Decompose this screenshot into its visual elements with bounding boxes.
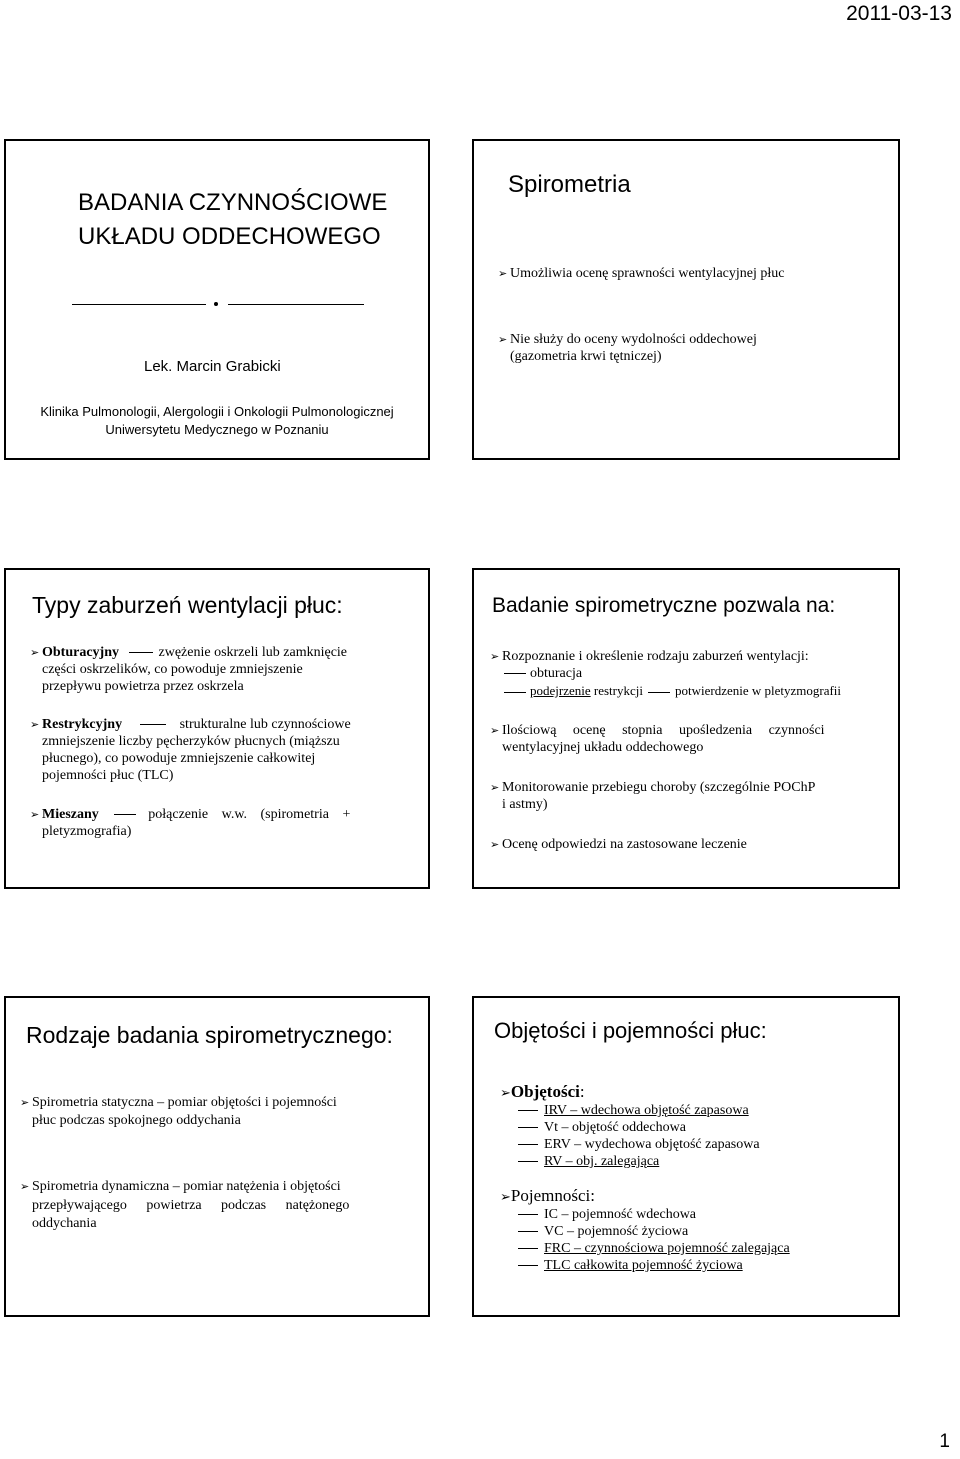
divider-dot — [214, 302, 218, 306]
dash-icon — [518, 1248, 538, 1249]
group-pojemnosci: ➢Pojemności: — [500, 1186, 595, 1205]
list-item-text: Vt – objętość oddechowa — [544, 1120, 686, 1135]
sub-restrykcja: podejrzenie restrykcji potwierdzenie w pletyzmografii — [502, 682, 841, 699]
slide-typy-zaburzen — [4, 568, 430, 889]
bullet-ilosciowa: ➢ Ilościową ocenę stopnia upośledzenia czynności — [490, 723, 825, 738]
bullet-rozpoznanie: ➢ Rozpoznanie i określenie rodzaju zaburzeń wentylacji: — [490, 649, 809, 664]
arrow-bullet-icon: ➢ — [490, 725, 500, 737]
title-line-1: BADANIA CZYNNOŚCIOWE — [78, 189, 388, 216]
statyczna-line-2: płuc podczas spokojnego oddychania — [32, 1113, 241, 1128]
title-line-2: UKŁADU ODDECHOWEGO — [78, 223, 381, 250]
arrow-bullet-icon: ➢ — [490, 782, 500, 794]
divider-left — [72, 304, 206, 305]
list-item-text: FRC – czynnościowa pojemność zalegająca — [544, 1241, 790, 1256]
term: Mieszany — [42, 807, 99, 822]
list-item-text: IRV – wdechowa objętość zapasowa — [544, 1103, 749, 1118]
pojemnosci-list — [518, 1206, 790, 1274]
affiliation — [6, 403, 428, 439]
arrow-bullet-icon: ➢ — [498, 268, 508, 280]
slide-badanie-pozwala — [472, 568, 900, 889]
slide-heading: Rodzaje badania spirometrycznego: — [26, 1022, 393, 1048]
sub-obturacja: obturacja — [502, 665, 582, 682]
bullet-2-line-1: Nie służy do oceny wydolności oddechowej — [510, 332, 757, 347]
bullet-restrykcyjny: ➢ Restrykcyjny strukturalne lub czynnościowe — [30, 717, 351, 732]
list-item — [518, 1240, 790, 1257]
arrow-bullet-icon: ➢ — [30, 647, 40, 659]
arrow-bullet-icon: ➢ — [498, 334, 508, 346]
arrow-bullet-icon: ➢ — [500, 1085, 511, 1100]
arrow-bullet-icon: ➢ — [490, 651, 500, 663]
arrow-bullet-icon: ➢ — [500, 1189, 511, 1204]
list-item — [518, 1223, 790, 1240]
dash-icon — [518, 1127, 538, 1128]
list-item — [518, 1102, 760, 1119]
dash-icon — [518, 1214, 538, 1215]
affiliation-line-2: Uniwersytetu Medycznego w Poznaniu — [105, 422, 329, 437]
restrykcyjny-line-3: płucnego), co powoduje zmniejszenie całkowitej — [42, 751, 316, 766]
monitorowanie-line-2: i astmy) — [502, 797, 548, 812]
dash-icon — [518, 1144, 538, 1145]
slide-heading: Spirometria — [508, 171, 631, 198]
dash-icon — [504, 692, 526, 693]
dynamiczna-line-3: oddychania — [32, 1216, 97, 1231]
arrow-bullet-icon: ➢ — [20, 1097, 30, 1109]
arrow-bullet-icon: ➢ — [30, 719, 40, 731]
dynamiczna-line-2: przepływającego powietrza podczas natężonego — [32, 1198, 350, 1213]
list-item-text: TLC całkowita pojemność życiowa — [544, 1258, 743, 1273]
obturacyjny-line-2: części oskrzelików, co powoduje zmniejszenie — [42, 662, 303, 677]
bullet-1: ➢ Umożliwia ocenę sprawności wentylacyjnej płuc — [498, 266, 785, 281]
bullet-mieszany: ➢ Mieszany połączenie w.w. (spirometria + — [30, 807, 351, 822]
page-number: 1 — [939, 1431, 950, 1452]
list-item-text: ERV – wydechowa objętość zapasowa — [544, 1137, 760, 1152]
list-item — [518, 1153, 760, 1170]
list-item — [518, 1257, 790, 1274]
dash-icon — [518, 1110, 538, 1111]
bullet-2 — [498, 331, 846, 349]
group-objetosci: ➢Objętości: — [500, 1082, 585, 1101]
arrow-bullet-icon: ➢ — [20, 1181, 30, 1193]
ilosciowa-line-2: wentylacyjnej układu oddechowego — [502, 740, 704, 755]
bullet-dynamiczna: ➢ Spirometria dynamiczna – pomiar natężenia i objętości — [20, 1179, 341, 1194]
list-item-text: VC – pojemność życiowa — [544, 1224, 689, 1239]
affiliation-line-1: Klinika Pulmonologii, Alergologii i Onkologii Pulmonologicznej — [40, 404, 394, 419]
bullet-monitorowanie: ➢ Monitorowanie przebiegu choroby (szczególnie POChP — [490, 780, 816, 795]
objetosci-list — [518, 1102, 760, 1170]
author: Lek. Marcin Grabicki — [144, 358, 281, 375]
obturacyjny-line-3: przepływu powietrza przez oskrzela — [42, 679, 244, 694]
slide-title — [4, 139, 430, 460]
page-date: 2011-03-13 — [846, 2, 952, 25]
slide-rodzaje — [4, 996, 430, 1317]
dash-icon — [518, 1161, 538, 1162]
slide-heading: Typy zaburzeń wentylacji płuc: — [32, 592, 343, 618]
slide-heading: Objętości i pojemności płuc: — [494, 1018, 767, 1043]
list-item-text: RV – obj. zalegająca — [544, 1154, 660, 1169]
slide-heading: Badanie spirometryczne pozwala na: — [492, 594, 836, 617]
term: Restrykcyjny — [42, 717, 123, 732]
bullet-obturacyjny: ➢ Obturacyjny zwężenie oskrzeli lub zamknięcie — [30, 645, 348, 660]
list-item — [518, 1136, 760, 1153]
bullet-2-line-2: (gazometria krwi tętniczej) — [510, 349, 662, 364]
list-item-text: IC – pojemność wdechowa — [544, 1207, 697, 1222]
arrow-bullet-icon: ➢ — [30, 809, 40, 821]
bullet-statyczna: ➢ Spirometria statyczna – pomiar objętości i pojemności — [20, 1095, 337, 1110]
restrykcyjny-line-2: zmniejszenie liczby pęcherzyków płucnych (miąższu — [42, 734, 340, 749]
mieszany-line-2: pletyzmografia) — [42, 824, 132, 839]
dash-icon — [518, 1231, 538, 1232]
slide-title-heading — [78, 186, 387, 254]
divider-right — [228, 304, 364, 305]
arrow-bullet-icon: ➢ — [490, 839, 500, 851]
dash-icon — [504, 673, 526, 674]
slide-objetosci — [472, 996, 900, 1317]
restrykcyjny-line-4: pojemności płuc (TLC) — [42, 768, 174, 783]
list-item — [518, 1119, 760, 1136]
term: Obturacyjny — [42, 645, 119, 660]
slide-spirometria — [472, 139, 900, 460]
bullet-ocena: ➢ Ocenę odpowiedzi na zastosowane leczenie — [490, 837, 747, 852]
dash-icon — [518, 1265, 538, 1266]
list-item — [518, 1206, 790, 1223]
